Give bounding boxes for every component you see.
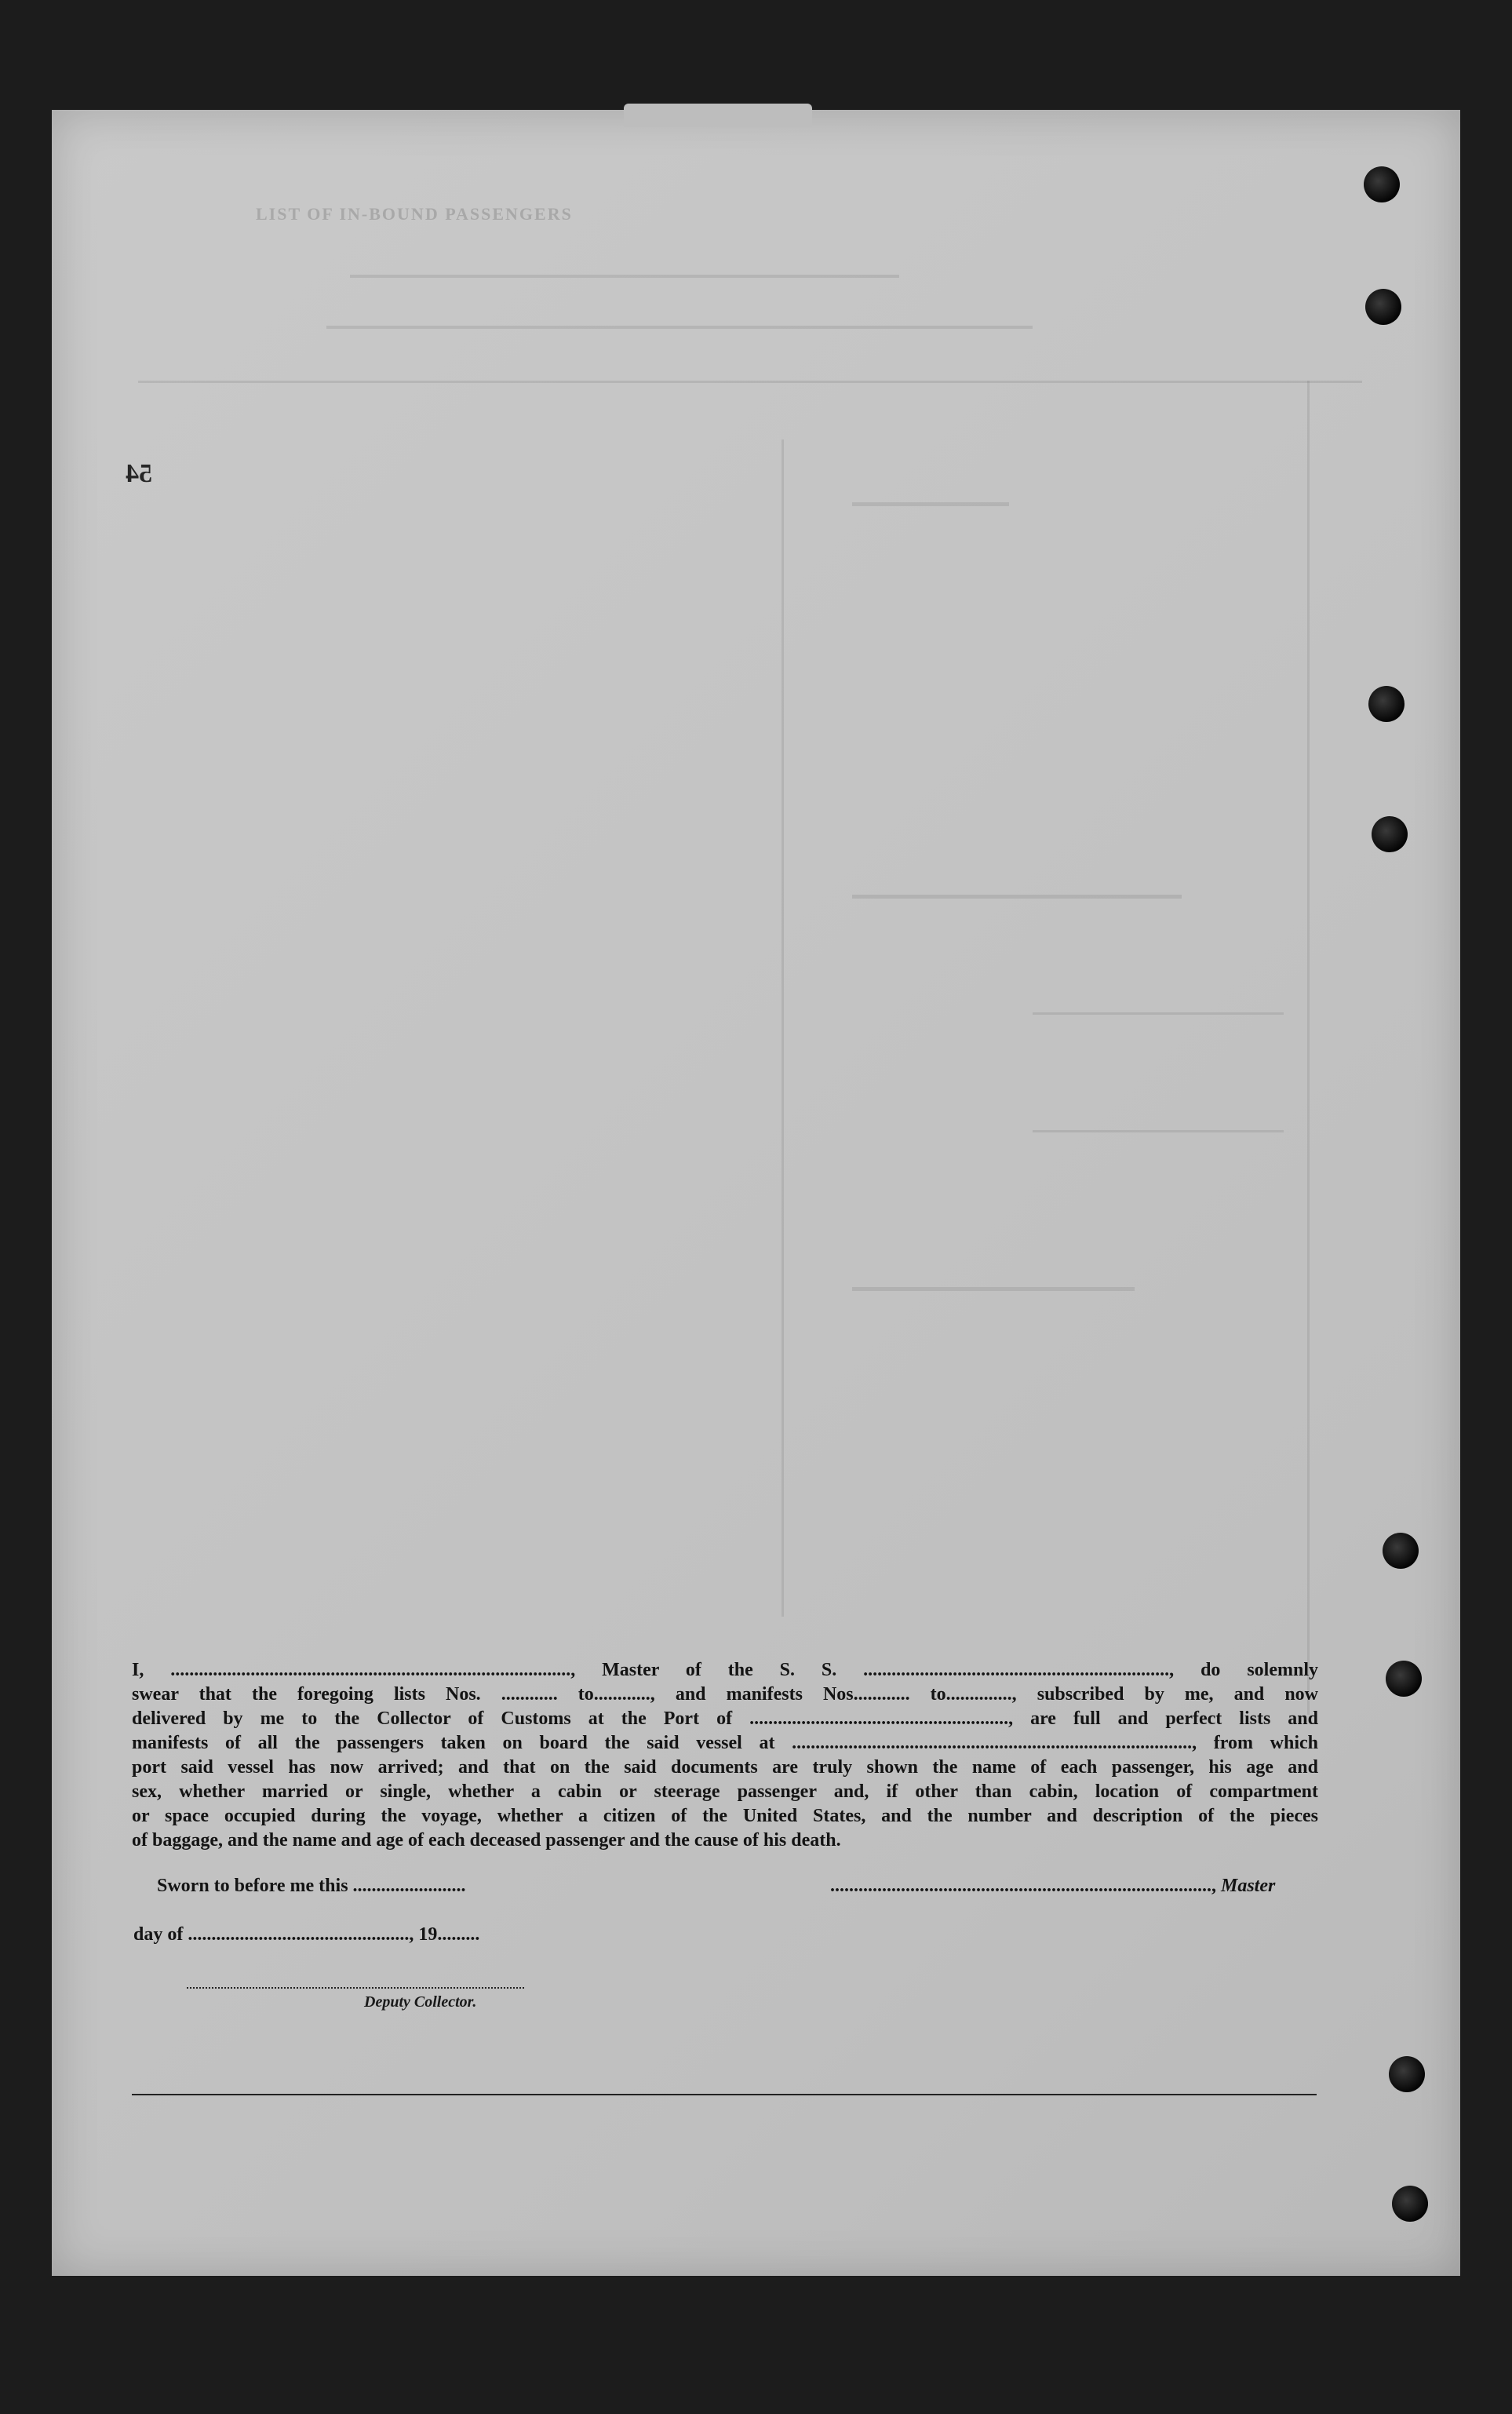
ghost-line [1033, 1012, 1284, 1015]
punch-hole [1383, 1533, 1419, 1569]
punch-hole [1368, 686, 1405, 722]
master-signature-line [830, 1876, 1275, 1897]
master-label: Master [1221, 1876, 1276, 1896]
oath-line: delivered by me to the Collector of Customs at the Port of ......................................................., are full and perfect lists and [132, 1708, 1318, 1729]
master-oath-paragraph [132, 1658, 1318, 1853]
oath-line: manifests of all the passengers taken on board the said vessel at ....................................................................................., from which [132, 1733, 1318, 1753]
punch-hole [1392, 2186, 1428, 2222]
punch-hole [1389, 2056, 1425, 2092]
oath-line: of baggage, and the name and age of each deceased passenger and the cause of his death. [132, 1830, 841, 1851]
punch-hole [1365, 289, 1401, 325]
sworn-before-text: Sworn to before me this ........................ [157, 1876, 466, 1896]
deputy-collector-label: Deputy Collector. [364, 1993, 477, 2011]
ghost-header: LIST OF IN-BOUND PASSENGERS [256, 204, 573, 224]
ghost-line [1033, 1130, 1284, 1132]
ghost-line [852, 1287, 1135, 1291]
punch-hole [1372, 816, 1408, 852]
oath-line: I, ....................................................................................., Master of the S. S. ................................................................., do solemnly [132, 1660, 1318, 1680]
master-signature-dots: ................................................................................., [830, 1876, 1216, 1896]
page-number: 54 [126, 459, 152, 488]
ghost-line [852, 502, 1009, 506]
punch-hole [1364, 166, 1400, 202]
ghost-line [782, 439, 784, 1617]
ghost-line [1307, 381, 1310, 1715]
page-tab [624, 104, 812, 127]
oath-line: sex, whether married or single, whether a cabin or steerage passenger and, if other than cabin, location of compartment [132, 1781, 1318, 1802]
day-of-text: day of ..............................................., 19......... [133, 1924, 480, 1945]
oath-line: swear that the foregoing lists Nos. ............ to............, and manifests Nos............ to.............., subscribed by me, and now [132, 1684, 1318, 1705]
bottom-rule [132, 2094, 1317, 2095]
document-page [52, 110, 1460, 2276]
punch-hole [1386, 1661, 1422, 1697]
ghost-line [350, 275, 899, 278]
oath-line: port said vessel has now arrived; and that on the said documents are truly shown the name of each passenger, his age and [132, 1757, 1318, 1778]
oath-line: or space occupied during the voyage, whether a citizen of the United States, and the number and description of the pieces [132, 1806, 1318, 1826]
deputy-signature-line [187, 1987, 524, 1989]
ghost-line [852, 895, 1182, 899]
ghost-line [138, 381, 1362, 383]
ghost-line [326, 326, 1033, 329]
